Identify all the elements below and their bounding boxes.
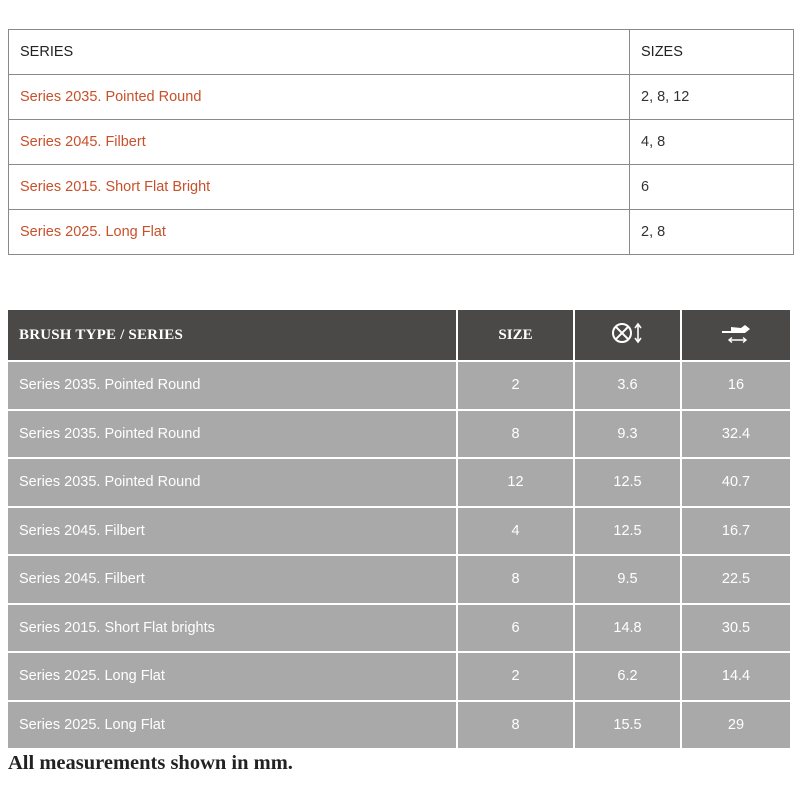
brush-type-cell: Series 2015. Short Flat brights [8,605,456,652]
table-row [9,120,794,165]
brush-type-cell: Series 2035. Pointed Round [8,459,456,506]
diameter-cell: 12.5 [575,508,680,555]
table-row [8,605,790,652]
table-row [9,210,794,255]
brush-type-cell: Series 2025. Long Flat [8,653,456,700]
diameter-column-header [575,310,680,360]
brush-type-cell: Series 2035. Pointed Round [8,362,456,409]
brush-measurements-table [6,308,792,750]
brush-type-cell: Series 2035. Pointed Round [8,411,456,458]
brush-type-column-header: BRUSH TYPE / SERIES [8,310,456,360]
diameter-cell: 15.5 [575,702,680,749]
brush-table-header-row [8,310,790,360]
length-cell: 40.7 [682,459,790,506]
table-row [8,411,790,458]
table-row [9,165,794,210]
table-row [8,362,790,409]
table-row [8,702,790,749]
table-row [8,556,790,603]
diameter-cell: 12.5 [575,459,680,506]
diameter-cell: 9.5 [575,556,680,603]
size-cell: 8 [458,411,573,458]
series-link[interactable]: Series 2025. Long Flat [9,210,630,255]
length-cell: 30.5 [682,605,790,652]
diameter-cell: 6.2 [575,653,680,700]
size-cell: 2 [458,653,573,700]
series-table-header-row [9,30,794,75]
length-cell: 22.5 [682,556,790,603]
diameter-cell: 14.8 [575,605,680,652]
table-row [8,653,790,700]
length-cell: 16.7 [682,508,790,555]
diameter-length-icon [611,320,645,351]
size-column-header: SIZE [458,310,573,360]
series-link[interactable]: Series 2015. Short Flat Bright [9,165,630,210]
size-cell: 4 [458,508,573,555]
size-cell: 8 [458,702,573,749]
diameter-cell: 9.3 [575,411,680,458]
brush-type-cell: Series 2025. Long Flat [8,702,456,749]
length-cell: 14.4 [682,653,790,700]
length-column-header [682,310,790,360]
diameter-cell: 3.6 [575,362,680,409]
brush-type-cell: Series 2045. Filbert [8,556,456,603]
series-column-header: SERIES [9,30,630,75]
length-cell: 29 [682,702,790,749]
length-cell: 16 [682,362,790,409]
length-cell: 32.4 [682,411,790,458]
sizes-cell: 2, 8, 12 [630,75,794,120]
table-row [8,459,790,506]
series-link[interactable]: Series 2035. Pointed Round [9,75,630,120]
size-cell: 6 [458,605,573,652]
sizes-cell: 2, 8 [630,210,794,255]
brush-type-cell: Series 2045. Filbert [8,508,456,555]
table-row [9,75,794,120]
sizes-cell: 6 [630,165,794,210]
series-link[interactable]: Series 2045. Filbert [9,120,630,165]
series-sizes-table [8,29,794,255]
brush-hair-length-icon [719,320,753,351]
size-cell: 2 [458,362,573,409]
size-cell: 8 [458,556,573,603]
table-row [8,508,790,555]
size-cell: 12 [458,459,573,506]
sizes-cell: 4, 8 [630,120,794,165]
sizes-column-header: SIZES [630,30,794,75]
measurements-footnote: All measurements shown in mm. [8,752,293,774]
